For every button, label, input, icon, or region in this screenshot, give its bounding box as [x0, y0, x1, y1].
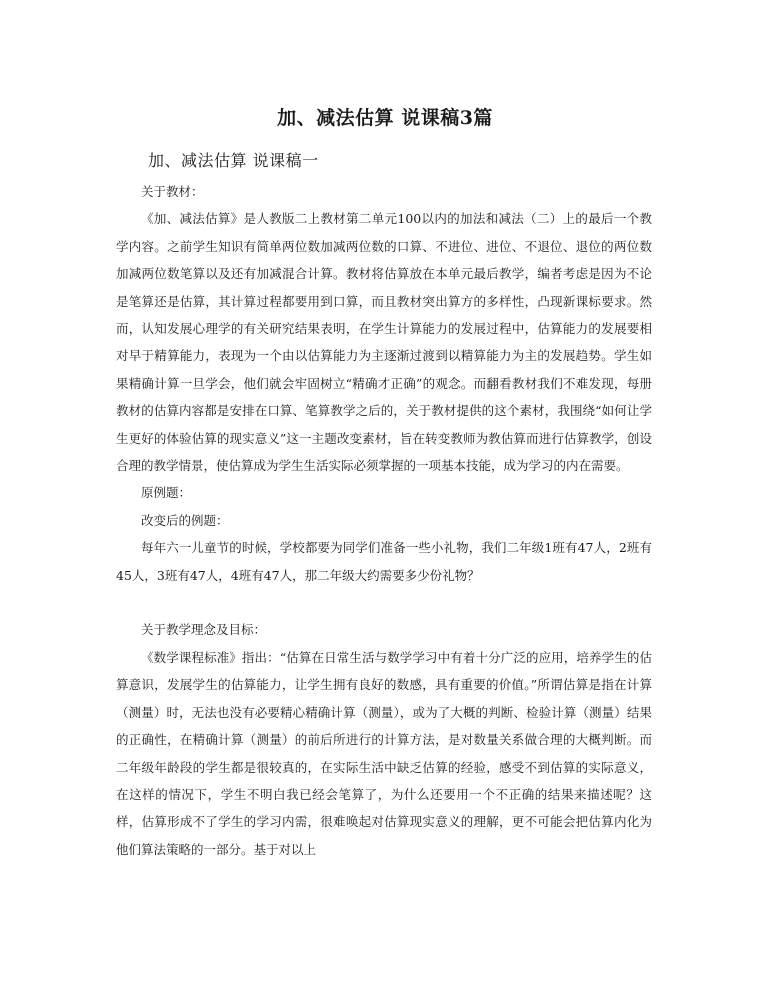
paragraph-teaching-philosophy: 《数学课程标准》指出：“估算在日常生活与数学学习中有着十分广泛的应用，培养学生的估算意识，发展学生的估算能力，让学生拥有良好的数感，具有重要的价值。”所谓估算是指在计算（测量）时，无法也没有必要精心精确计算（测量），或为了大概的判断、检验计算（测量）结果的正确性，在精确计算（测量）的前后所进行的计算方法，是对数量关系做合理的大概判断。而二年级年龄段的学生都是很较真的，在实际生活中缺乏估算的经验，感受不到估算的实际意义，在这样的情况下，学生不明白我已经会笔算了，为什么还要用一个不正确的结果来描述呢？这样，估算形成不了学生的学习内需，很难唤起对估算现实意义的理解，更不可能会把估算内化为他们算法策略的一部分。基于对以上 [116, 649, 652, 857]
paragraph-label-teaching-goals: 关于教学理念及目标： [141, 622, 267, 638]
paragraph-label-revised-example: 改变后的例题： [141, 512, 229, 528]
paragraph-label-textbook: 关于教材： [141, 184, 204, 199]
paragraph-revised-example: 每年六一儿童节的时候，学校都要为同学们准备一些小礼物，我们二年级1班有47人，2班有45人，3班有47人，4班有47人，那二年级大约需要多少份礼物？ [116, 540, 652, 583]
document-body [116, 178, 652, 863]
section-heading: 加、减法估算 说课稿一 [148, 151, 319, 170]
paragraph-textbook-analysis: 《加、减法估算》是人教版二上教材第二单元100以内的加法和减法（二）上的最后一个教学内容。之前学生知识有简单两位数加减两位数的口算、不进位、进位、不退位、退位的两位数加减两位数笔算以及还有加减混合计算。教材将估算放在本单元最后教学，编者考虑是因为不论是笔算还是估算，其计算过程都要用到口算，而且教材突出算方的多样性，凸现新课标要求。然而，认知发展心理学的有关研究结果表明，在学生计算能力的发展过程中，估算能力的发展要相对早于精算能力，表现为一个由以估算能力为主逐渐过渡到以精算能力为主的发展趋势。学生如果精确计算一旦学会，他们就会牢固树立“精确才正确”的观念。而翻看教材我们不难发现，每册教材的估算内容都是安排在口算、笔算教学之后的，关于教材提供的这个素材，我围绕“如何让学生更好的体验估算的现实意义”这一主题改变素材，旨在转变教师为教估算而进行估算教学，创设合理的教学情景，使估算成为学生生活实际必须掌握的一项基本技能，成为学习的内在需要。 [116, 211, 652, 474]
paragraph-label-original-example: 原例题： [141, 485, 192, 501]
document-title: 加、减法估算 说课稿3篇 [277, 107, 493, 129]
